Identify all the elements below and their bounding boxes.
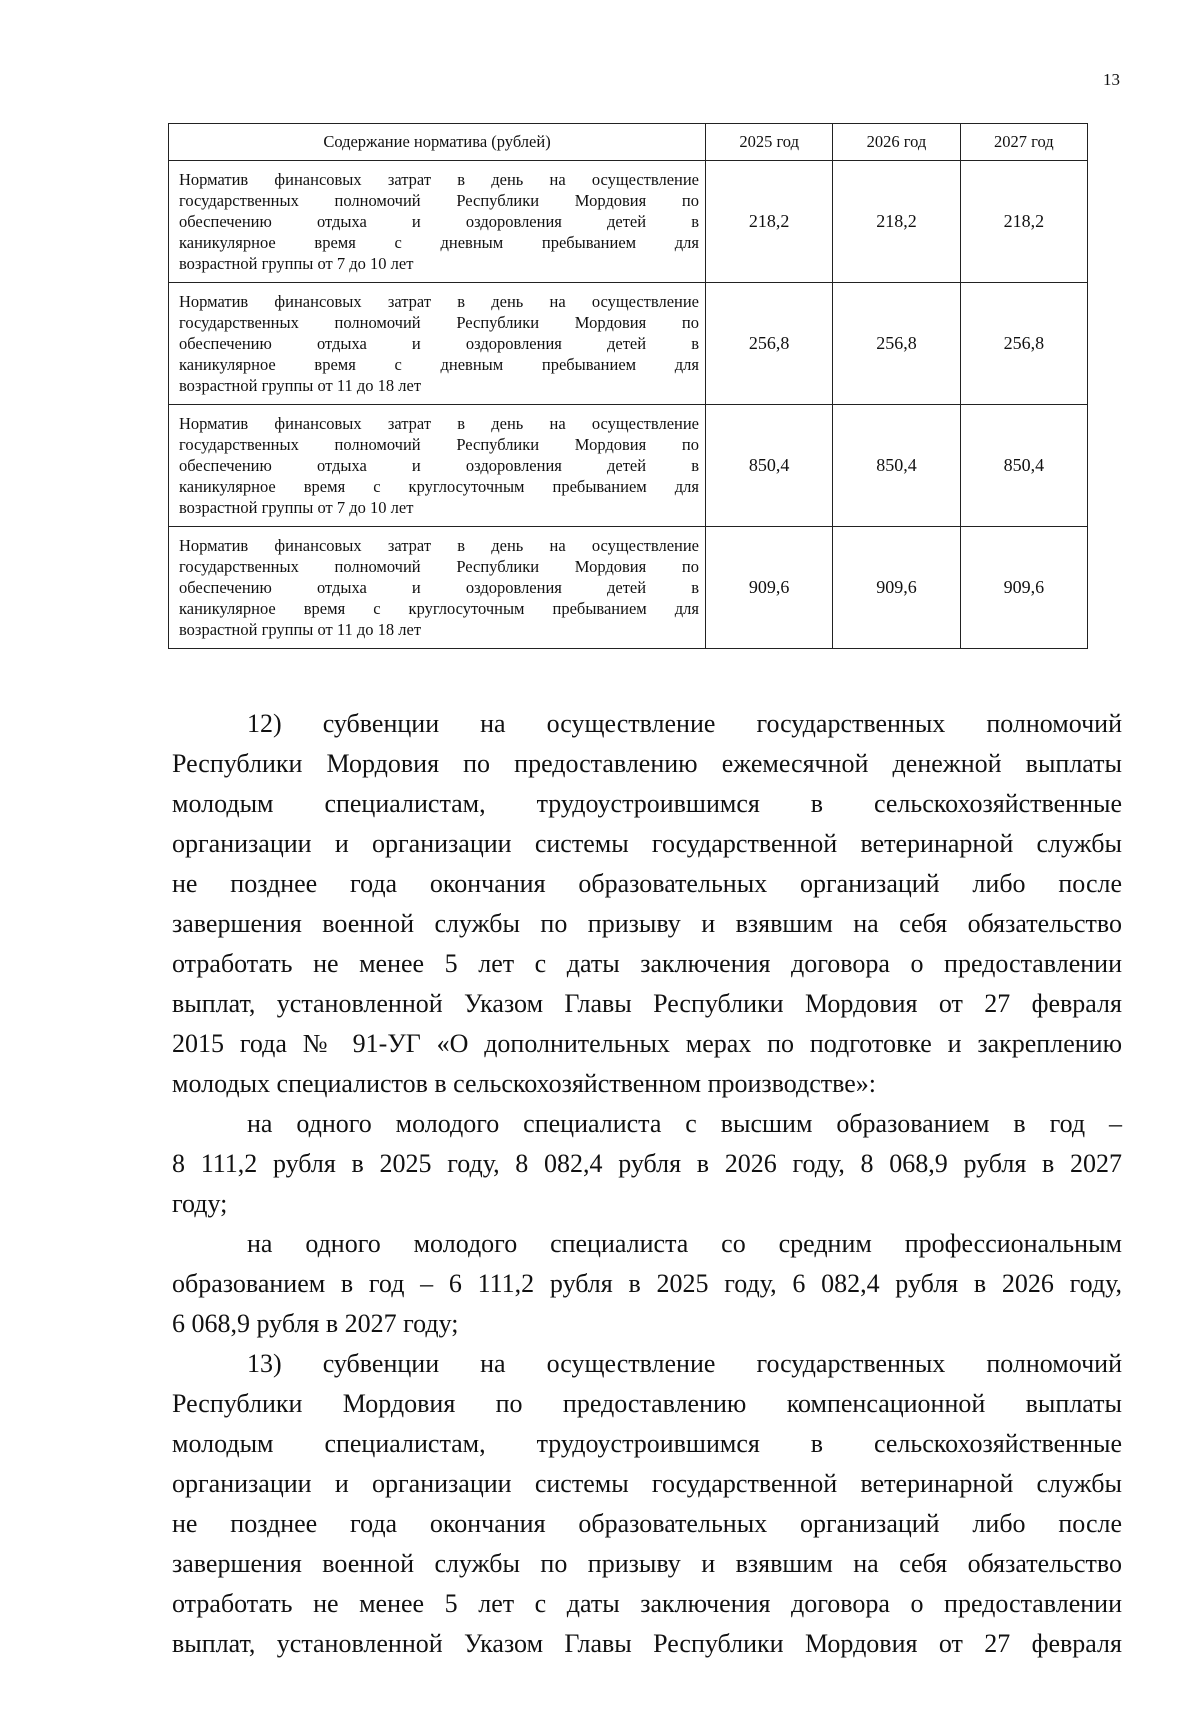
value-2026: 909,6	[833, 527, 960, 649]
desc-line: каникулярное время с дневным пребыванием для	[179, 355, 699, 374]
desc-line: возрастной группы от 11 до 18 лет	[179, 376, 422, 395]
desc-line: возрастной группы от 7 до 10 лет	[179, 498, 414, 517]
value-2025: 256,8	[706, 283, 833, 405]
text-line: 12) субвенции на осуществление государственных полномочий	[247, 709, 1122, 738]
text-line: на одного молодого специалиста с высшим образованием в год –	[247, 1109, 1122, 1138]
header-2025: 2025 год	[706, 124, 833, 161]
desc-line: государственных полномочий Республики Мордовия по	[179, 435, 699, 454]
text-line: организации и организации системы государственной ветеринарной службы	[172, 1469, 1122, 1498]
table-row	[169, 527, 1088, 649]
desc-line: Норматив финансовых затрат в день на осуществление	[179, 292, 699, 311]
value-2026: 256,8	[833, 283, 960, 405]
text-line: Республики Мордовия по предоставлению компенсационной выплаты	[172, 1389, 1122, 1418]
text-line: завершения военной службы по призыву и взявшим на себя обязательство	[172, 909, 1122, 938]
text-line: 13) субвенции на осуществление государственных полномочий	[247, 1349, 1122, 1378]
value-2025: 850,4	[706, 405, 833, 527]
value-2027: 850,4	[960, 405, 1087, 527]
page-number: 13	[1103, 70, 1120, 89]
paragraph-secondary-education	[172, 1224, 1122, 1344]
text-line: 2015 года № 91-УГ «О дополнительных мерах по подготовке и закреплению	[172, 1029, 1122, 1058]
desc-line: Норматив финансовых затрат в день на осуществление	[179, 170, 699, 189]
norms-table	[168, 123, 1088, 649]
desc-line: обеспечению отдыха и оздоровления детей в	[179, 334, 699, 353]
text-line: на одного молодого специалиста со средним профессиональным	[247, 1229, 1122, 1258]
text-line: отработать не менее 5 лет с даты заключения договора о предоставлении	[172, 1589, 1122, 1618]
header-2027: 2027 год	[960, 124, 1087, 161]
text-line: Республики Мордовия по предоставлению ежемесячной денежной выплаты	[172, 749, 1122, 778]
desc-line: государственных полномочий Республики Мордовия по	[179, 313, 699, 332]
desc-line: возрастной группы от 11 до 18 лет	[179, 620, 422, 639]
header-description: Содержание норматива (рублей)	[169, 124, 706, 161]
header-2026: 2026 год	[833, 124, 960, 161]
value-2027: 256,8	[960, 283, 1087, 405]
desc-line: государственных полномочий Республики Мордовия по	[179, 557, 699, 576]
text-line: 6 068,9 рубля в 2027 году;	[172, 1309, 459, 1338]
table-row	[169, 161, 1088, 283]
text-line: не позднее года окончания образовательных организаций либо после	[172, 869, 1122, 898]
value-2026: 850,4	[833, 405, 960, 527]
text-line: молодым специалистам, трудоустроившимся в сельскохозяйственные	[172, 789, 1122, 818]
norm-description	[169, 405, 706, 527]
text-line: организации и организации системы государственной ветеринарной службы	[172, 829, 1122, 858]
value-2026: 218,2	[833, 161, 960, 283]
desc-line: каникулярное время с дневным пребыванием для	[179, 233, 699, 252]
table-row	[169, 405, 1088, 527]
norm-description	[169, 283, 706, 405]
text-line: отработать не менее 5 лет с даты заключения договора о предоставлении	[172, 949, 1122, 978]
value-2027: 218,2	[960, 161, 1087, 283]
body-text	[172, 704, 1122, 1664]
text-line: году;	[172, 1189, 228, 1218]
desc-line: возрастной группы от 7 до 10 лет	[179, 254, 414, 273]
table-header-row	[169, 124, 1088, 161]
desc-line: каникулярное время с круглосуточным пребыванием для	[179, 477, 699, 496]
desc-line: каникулярное время с круглосуточным пребыванием для	[179, 599, 699, 618]
paragraph-12	[172, 704, 1122, 1104]
text-line: молодым специалистам, трудоустроившимся в сельскохозяйственные	[172, 1429, 1122, 1458]
text-line: завершения военной службы по призыву и взявшим на себя обязательство	[172, 1549, 1122, 1578]
desc-line: Норматив финансовых затрат в день на осуществление	[179, 414, 699, 433]
text-line: образованием в год – 6 111,2 рубля в 2025 году, 6 082,4 рубля в 2026 году,	[172, 1269, 1122, 1298]
text-line: 8 111,2 рубля в 2025 году, 8 082,4 рубля в 2026 году, 8 068,9 рубля в 2027	[172, 1149, 1122, 1178]
value-2025: 218,2	[706, 161, 833, 283]
desc-line: обеспечению отдыха и оздоровления детей в	[179, 578, 699, 597]
paragraph-13	[172, 1344, 1122, 1664]
value-2027: 909,6	[960, 527, 1087, 649]
desc-line: обеспечению отдыха и оздоровления детей в	[179, 212, 699, 231]
text-line: молодых специалистов в сельскохозяйственном производстве»:	[172, 1069, 877, 1098]
text-line: выплат, установленной Указом Главы Республики Мордовия от 27 февраля	[172, 1629, 1122, 1658]
text-line: выплат, установленной Указом Главы Республики Мордовия от 27 февраля	[172, 989, 1122, 1018]
table-row	[169, 283, 1088, 405]
desc-line: государственных полномочий Республики Мордовия по	[179, 191, 699, 210]
norm-description	[169, 527, 706, 649]
desc-line: Норматив финансовых затрат в день на осуществление	[179, 536, 699, 555]
text-line: не позднее года окончания образовательных организаций либо после	[172, 1509, 1122, 1538]
desc-line: обеспечению отдыха и оздоровления детей в	[179, 456, 699, 475]
paragraph-higher-education	[172, 1104, 1122, 1224]
norm-description	[169, 161, 706, 283]
value-2025: 909,6	[706, 527, 833, 649]
